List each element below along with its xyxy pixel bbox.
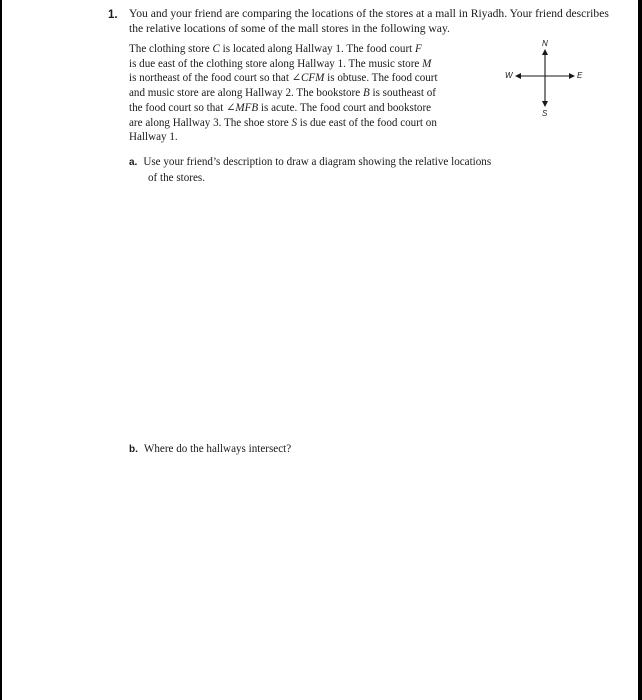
math-variable: F <box>415 43 422 55</box>
math-variable: B <box>362 87 370 100</box>
intro-line-1: You and your friend are comparing the locations of the stores at a mall in Riyadh. Your friend describes <box>129 7 609 20</box>
description-text: is due east of the food court on <box>297 116 437 129</box>
description-text: is due east of the clothing store along Hallway 1. The music store <box>129 57 423 70</box>
problem-intro <box>129 7 609 36</box>
description-line <box>129 42 459 57</box>
description-text: and music store are along Hallway 2. The bookstore <box>129 87 363 100</box>
intro-line-2: the relative locations of some of the mall stores in the following way. <box>129 21 450 35</box>
part-a-line-2: of the stores. <box>148 171 205 184</box>
description-line <box>129 101 459 116</box>
math-variable: M <box>422 57 432 70</box>
description-line <box>129 130 459 145</box>
part-a <box>129 155 529 185</box>
part-a-line-1: Use your friend’s description to draw a diagram showing the relative locations <box>143 156 492 168</box>
description-text: the food court so that <box>129 101 227 114</box>
part-a-label: a. <box>129 157 138 168</box>
compass-east-label: E <box>577 71 583 80</box>
compass-west-label: W <box>505 71 513 80</box>
description-line <box>129 86 459 101</box>
math-variable: ∠CFM <box>291 72 325 85</box>
math-variable: ∠MFB <box>226 101 259 114</box>
description-line <box>129 57 459 72</box>
part-b <box>129 442 529 458</box>
page-edge-left <box>0 0 2 700</box>
page-edge-right <box>638 0 642 700</box>
description-line <box>129 71 459 86</box>
description-text: The clothing store <box>129 43 213 55</box>
store-description <box>129 42 459 145</box>
description-text: is northeast of the food court so that <box>129 72 292 85</box>
compass-south-label: S <box>542 109 548 118</box>
description-text: is acute. The food court and bookstore <box>258 101 432 114</box>
description-text: are along Hallway 3. The shoe store <box>129 116 292 129</box>
description-text: is located along Hallway 1. The food court <box>219 43 416 55</box>
math-variable: S <box>291 116 297 129</box>
description-text: is southeast of <box>369 87 436 100</box>
description-text: Hallway 1. <box>129 131 178 144</box>
description-text: is obtuse. The food court <box>324 72 438 85</box>
problem-number: 1. <box>108 9 118 21</box>
description-line <box>129 116 459 131</box>
compass-rose <box>500 38 590 122</box>
part-b-label: b. <box>129 444 138 455</box>
math-variable: C <box>212 43 220 55</box>
compass-north-label: N <box>542 39 548 48</box>
part-b-question: Where do the hallways intersect? <box>143 443 292 455</box>
